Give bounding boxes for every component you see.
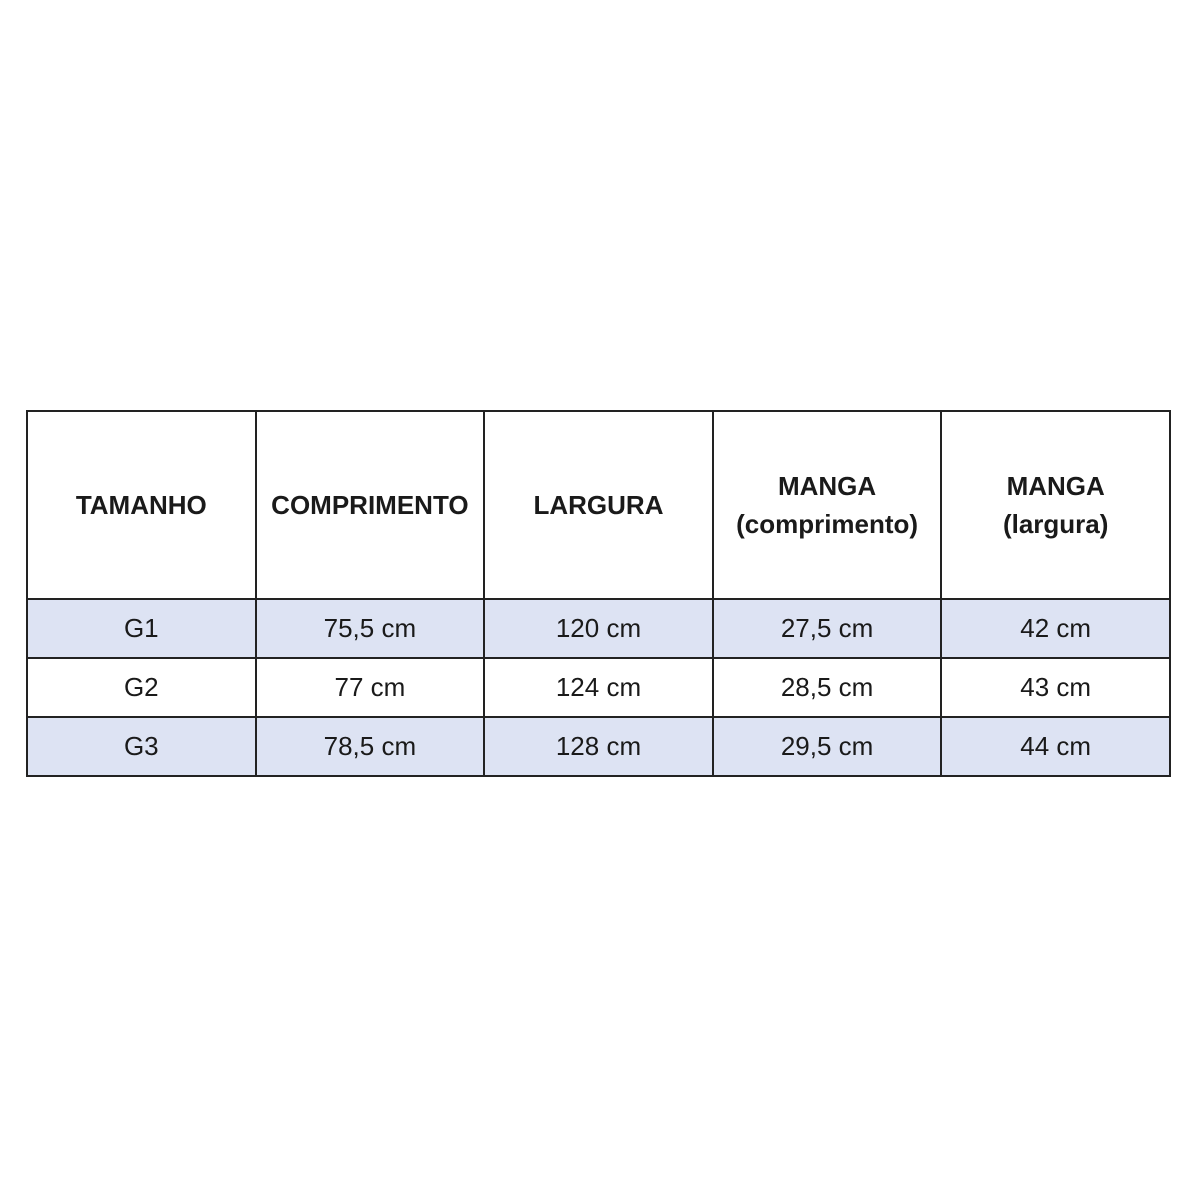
header-manga-largura-line1: MANGA <box>1006 471 1105 501</box>
table-cell: G3 <box>27 717 256 776</box>
table-cell: 28,5 cm <box>713 658 942 717</box>
header-manga-comprimento-line1: MANGA <box>777 471 877 501</box>
table-cell: 78,5 cm <box>256 717 485 776</box>
table-cell: G2 <box>27 658 256 717</box>
header-largura-label: LARGURA <box>533 490 664 520</box>
table-cell: 128 cm <box>484 717 713 776</box>
header-manga-comprimento-line2: (comprimento) <box>736 509 919 539</box>
table-cell: 124 cm <box>484 658 713 717</box>
header-comprimento-label: COMPRIMENTO <box>271 490 469 520</box>
size-chart-table <box>26 410 1171 777</box>
table-cell: 43 cm <box>941 658 1170 717</box>
header-manga-comprimento <box>713 411 942 599</box>
header-manga-largura-line2: (largura) <box>1002 509 1109 539</box>
header-tamanho-label: TAMANHO <box>75 490 207 520</box>
header-manga-largura <box>941 411 1170 599</box>
table-cell: 29,5 cm <box>713 717 942 776</box>
table-cell: 27,5 cm <box>713 599 942 658</box>
table-cell: 44 cm <box>941 717 1170 776</box>
header-largura <box>484 411 713 599</box>
header-tamanho <box>27 411 256 599</box>
header-row <box>27 411 1170 599</box>
table-cell: G1 <box>27 599 256 658</box>
table-row-g2 <box>27 658 1170 717</box>
table-cell: 75,5 cm <box>256 599 485 658</box>
table-cell: 42 cm <box>941 599 1170 658</box>
table-row-g1 <box>27 599 1170 658</box>
table-row-g3 <box>27 717 1170 776</box>
header-comprimento <box>256 411 485 599</box>
table-cell: 77 cm <box>256 658 485 717</box>
table-cell: 120 cm <box>484 599 713 658</box>
